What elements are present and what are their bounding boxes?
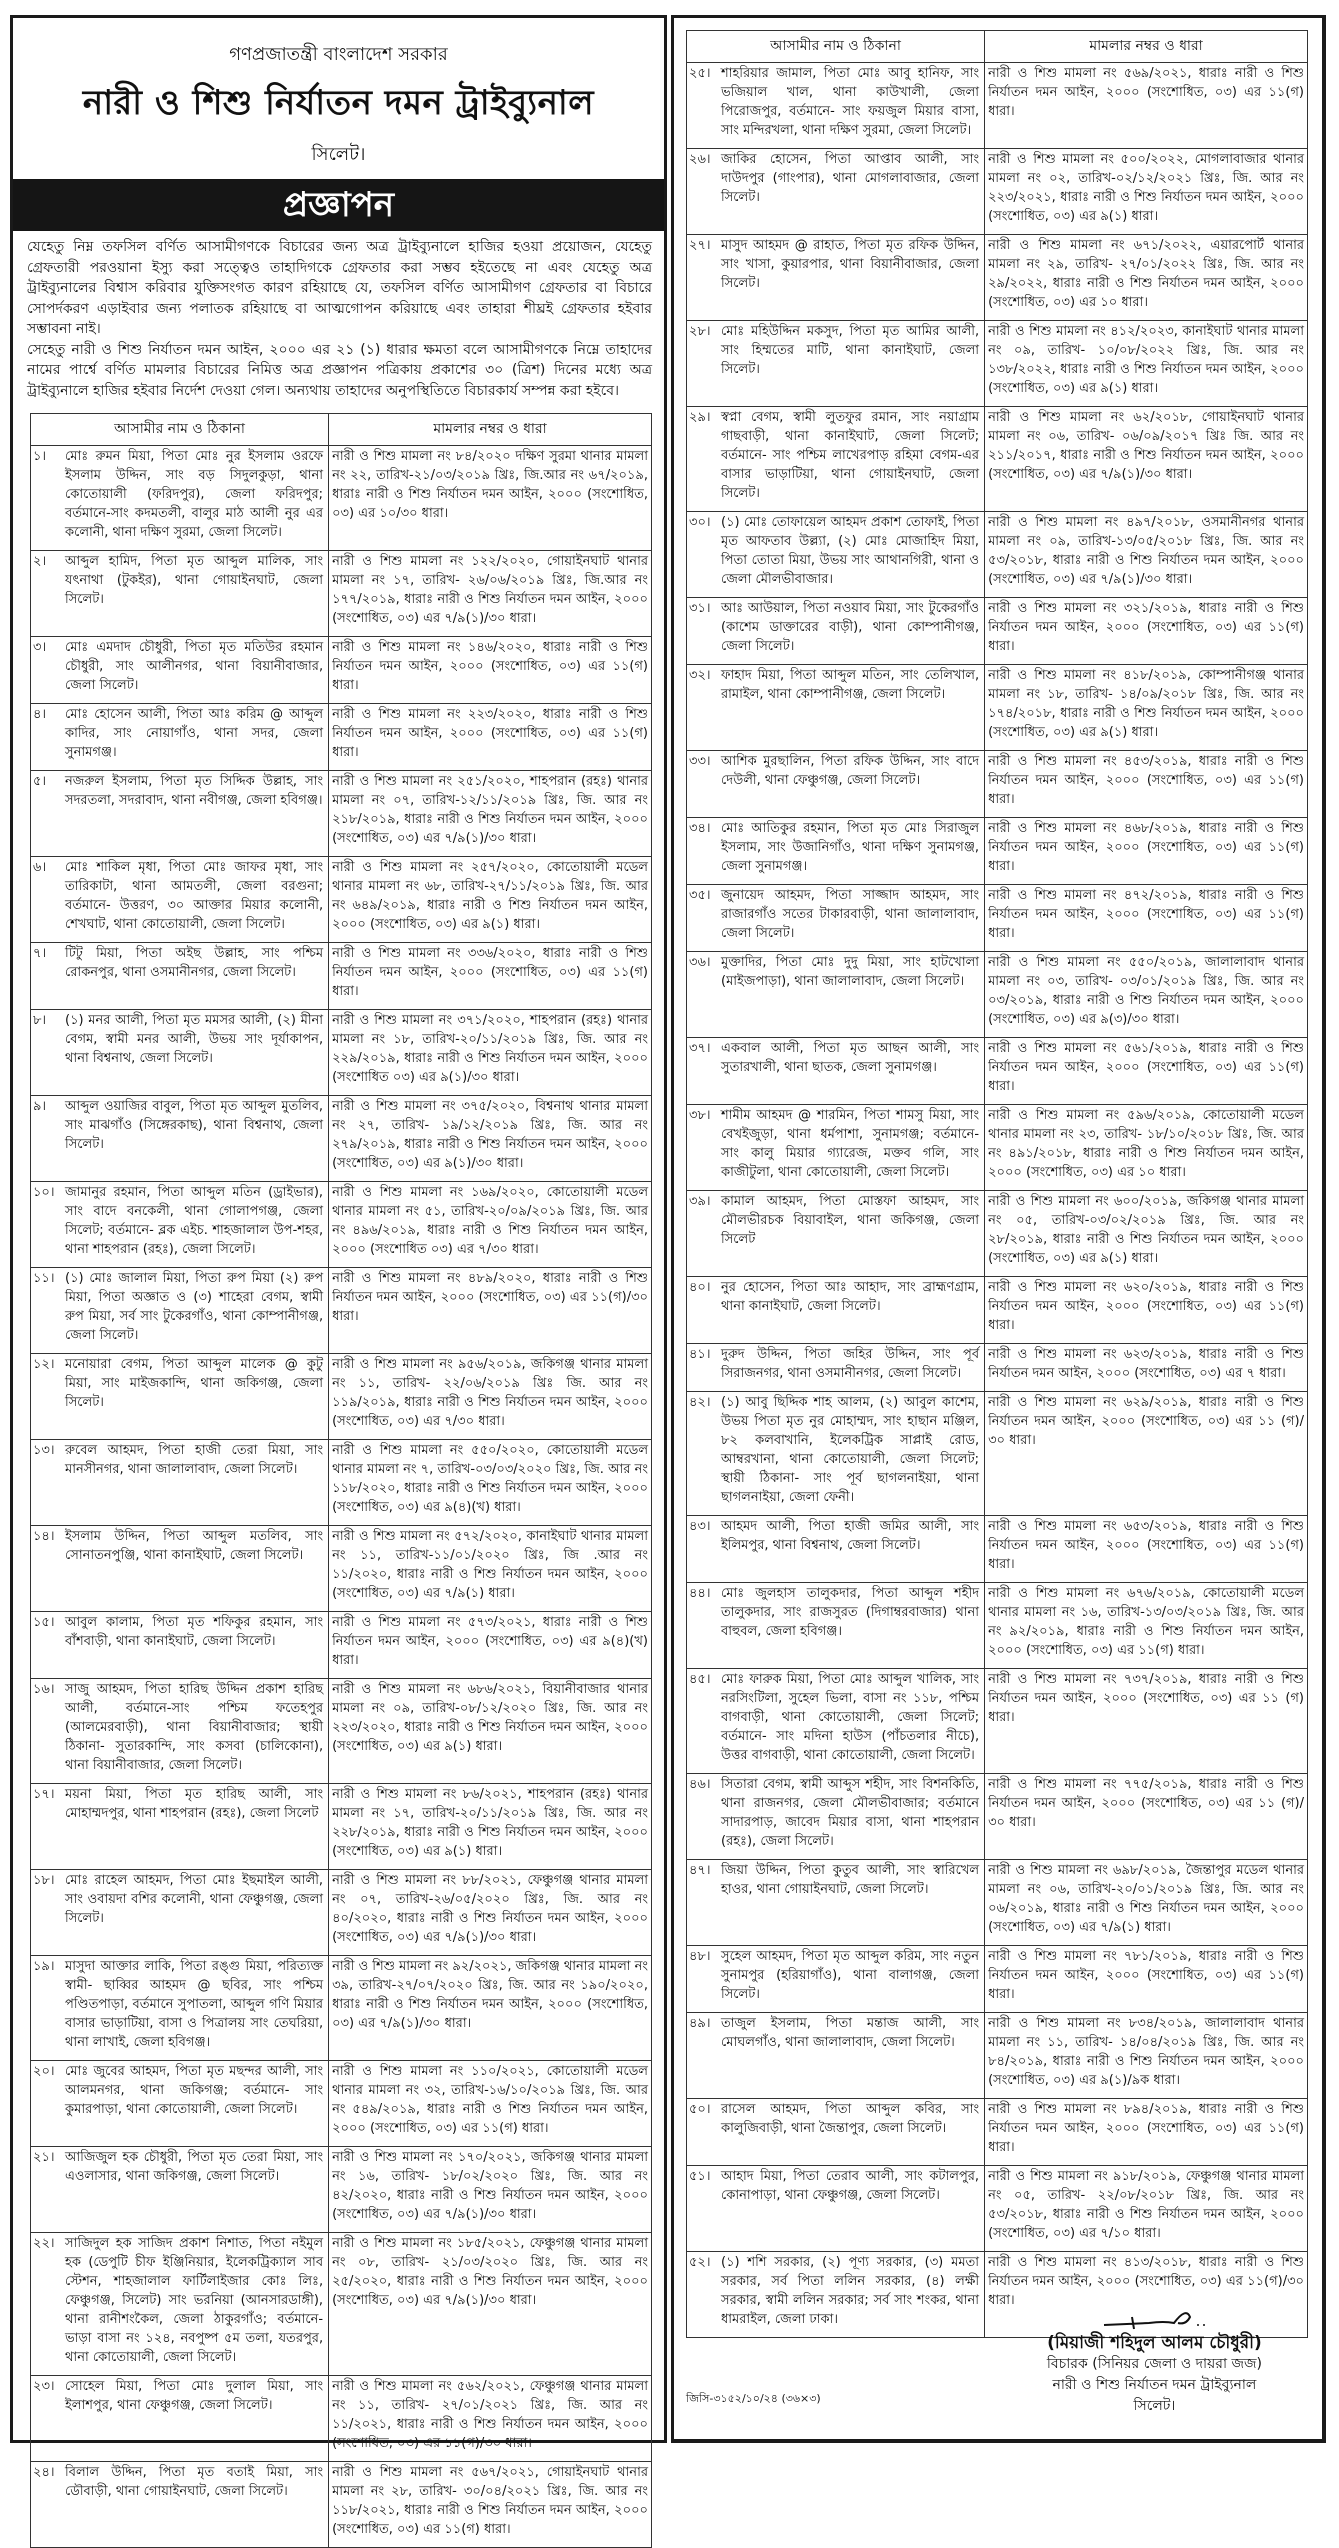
row-number: ৩৬। bbox=[689, 955, 711, 970]
case-details: নারী ও শিশু মামলা নং ৩৩৬/২০২০, ধারাঃ নারী ও শিশু নির্যাতন দমন আইন, ২০০০ (সংশোধিত, ০৩) এর ১১(গ) ধারা। bbox=[329, 943, 652, 1010]
case-details: নারী ও শিশু মামলা নং ৫০০/২০২২, মোগলাবাজার থানার মামলা নং ০২, তারিখ-০২/১২/২০২১ খ্রিঃ, জি. আর নং ২২৩/২০২১, ধারাঃ নারী ও শিশু নির্যাতন দমন আইন, ২০০০ (সংশোধিত, ০৩) এর ৯(১) ধারা। bbox=[985, 149, 1308, 235]
table-row bbox=[687, 235, 1308, 321]
accused-name-address: একবাল আলী, পিতা মৃত আছন আলী, সাং সুতারখালী, থানা ছাতক, জেলা সুনামগঞ্জ। bbox=[721, 1041, 980, 1075]
accused-cell bbox=[31, 1612, 329, 1679]
case-details: নারী ও শিশু মামলা নং ১৮৫/২০২১, ফেঞ্চুগঞ্জ থানার মামলা নং ০৮, তারিখ- ২১/০৩/২০২০ খ্রিঃ, জি. আর নং ২৫/২০২০, ধারাঃ নারী ও শিশু নির্যাতন দমন আইন, ২০০০ (সংশোধিত, ০৩) এর ৭/৯(১)/৩০ ধারা। bbox=[329, 2233, 652, 2376]
case-details: নারী ও শিশু মামলা নং ৫৯৬/২০১৯, কোতোয়ালী মডেল থানার মামলা নং ২৩, তারিখ- ১৮/১০/২০১৮ খ্রিঃ, জি. আর নং ৪৯১/২০১৮, ধারাঃ নারী ও শিশু নির্যাতন দমন আইন, ২০০০ (সংশোধিত, ০৩) এর ১০ ধারা। bbox=[985, 1105, 1308, 1191]
table-header-row bbox=[31, 414, 652, 446]
accused-name-address: মোঃ মহিউদ্দিন মকসুদ, পিতা মৃত আমির আলী, সাং হিম্মতের মাটি, থানা কানাইঘাট, জেলা সিলেট। bbox=[721, 324, 980, 377]
table-row bbox=[687, 1105, 1308, 1191]
case-details: নারী ও শিশু মামলা নং ৪৯৭/২০১৮, ওসমানীনগর থানার মামলা নং ০৯, তারিখ-১৩/০৫/২০১৮ খ্রিঃ, জি. আর নং ৫৩/২০১৮, ধারাঃ নারী ও শিশু নির্যাতন দমন আইন, ২০০০ (সংশোধিত, ০৩) এর ৭/৯(১)/৩০ ধারা। bbox=[985, 512, 1308, 598]
accused-name-address: জুনায়েদ আহমদ, পিতা সাজ্জাদ আহমদ, সাং রাজারগাঁও সতের টাকারবাড়ী, থানা জালালাবাদ, জেলা সিলেট। bbox=[721, 888, 980, 941]
accused-cell bbox=[687, 1946, 985, 2013]
row-number: ৪০। bbox=[689, 1280, 711, 1295]
row-number: ২২। bbox=[33, 2236, 55, 2251]
accused-cell bbox=[31, 1679, 329, 1784]
case-details: নারী ও শিশু মামলা নং ৪৭২/২০১৯, ধারাঃ নারী ও শিশু নির্যাতন দমন আইন, ২০০০ (সংশোধিত, ০৩) এর ১১(গ) ধারা। bbox=[985, 885, 1308, 952]
accused-name-address: নজরুল ইসলাম, পিতা মৃত সিদ্দিক উল্লাহ, সাং সদরতলা, সদরাবাদ, থানা নবীগঞ্জ, জেলা হবিগঞ্জ। bbox=[65, 774, 324, 808]
row-number: ৮। bbox=[33, 1013, 47, 1028]
accused-name-address: সাজু আহমদ, পিতা হারিছ উদ্দিন প্রকাশ হারিছ আলী, বর্তমানে-সাং পশ্চিম ফতেহপুর (আলমেরবাড়ী), থানা বিয়ানীবাজার; স্থায়ী ঠিকানা- সুতারকান্দি, সাং কসবা (চালিকোনা), থানা বিয়ানীবাজার, জেলা সিলেট। bbox=[65, 1682, 324, 1773]
accused-cell bbox=[31, 637, 329, 704]
accused-cell bbox=[687, 149, 985, 235]
case-details: নারী ও শিশু মামলা নং ৪৮৯/২০২০, ধারাঃ নারী ও শিশু নির্যাতন দমন আইন, ২০০০ (সংশোধিত, ০৩) এর ১১(গ)/৩০ ধারা। bbox=[329, 1268, 652, 1354]
accused-cell bbox=[31, 2233, 329, 2376]
accused-cell bbox=[31, 1956, 329, 2061]
accused-name-address: (১) আবু ছিদ্দিক শাহ আলম, (২) আবুল কাশেম, উভয় পিতা মৃত নুর মোহাম্মদ, সাং হাছান মঞ্জিল, ৮২ কলবাখানি, ইলেকট্রিক সাপ্লাই রোড, আম্বরখানা, থানা কোতোয়ালী, জেলা সিলেট; স্থায়ী ঠিকানা- সাং পূর্ব ছাগলনাইয়া, থানা ছাগলনাইয়া, জেলা ফেনী। bbox=[721, 1395, 980, 1505]
accused-cell bbox=[31, 1354, 329, 1440]
table-row bbox=[31, 1612, 652, 1679]
accused-cell bbox=[687, 1774, 985, 1860]
accused-cell bbox=[687, 1038, 985, 1105]
accused-name-address: মাসুদা আক্তার লাকি, পিতা রঙ্গু মিয়া, পরিত্যক্ত স্বামী- ছাব্বির আহমদ @ ছবির, সাং পশ্চিম পণ্ডিতপাড়া, বর্তমানে সুপাতলা, আব্দুল গণি মিয়ার বাসার ভাড়াটিয়া, বাসা ও পিত্রালয় সাং তেঘরিয়া, থানা লাখাই, জেলা হবিগঞ্জ। bbox=[65, 1959, 324, 2050]
accused-cell bbox=[687, 63, 985, 149]
case-details: নারী ও শিশু মামলা নং ৪৫৩/২০১৯, ধারাঃ নারী ও শিশু নির্যাতন দমন আইন, ২০০০ (সংশোধিত, ০৩) এর ১১(গ) ধারা। bbox=[985, 751, 1308, 818]
accused-cell bbox=[31, 2376, 329, 2462]
case-details: নারী ও শিশু মামলা নং ১২২/২০২০, গোয়াইনঘাট থানার মামলা নং ১৭, তারিখ- ২৬/০৬/২০১৯ খ্রিঃ, জি.আর নং ১৭৭/২০১৯, ধারাঃ নারী ও শিশু নির্যাতন দমন আইন, ২০০০ (সংশোধিত, ০৩) এর ৭/৯(১)/৩০ ধারা। bbox=[329, 551, 652, 637]
row-number: ১৭। bbox=[33, 1787, 55, 1802]
signature-scribble bbox=[1047, 2299, 1262, 2333]
case-details: নারী ও শিশু মামলা নং ৫৬২/২০২১, ফেঞ্চুগঞ্জ থানার মামলা নং ১১, তারিখ- ২৭/০১/২০২১ খ্রিঃ, জি. আর নং ১১/২০২১, ধারাঃ নারী ও শিশু নির্যাতন দমন আইন, ২০০০ (সংশোধিত, ০৩) এর ১১(গ)/৩০ ধারা। bbox=[329, 2376, 652, 2462]
accused-name-address: মোঃ এমদাদ চৌধুরী, পিতা মৃত মতিউর রহমান চৌধুরী, সাং আলীনগর, থানা বিয়ানীবাজার, জেলা সিলেট। bbox=[65, 640, 324, 693]
notice-left-column bbox=[10, 15, 667, 2537]
row-number: ৩৮। bbox=[689, 1108, 711, 1123]
accused-cell bbox=[31, 446, 329, 551]
accused-name-address: বিলাল উদ্দিন, পিতা মৃত বতাই মিয়া, সাং ডৌবাড়ী, থানা গোয়াইনঘাট, জেলা সিলেট। bbox=[65, 2465, 324, 2499]
accused-name-address: (১) মোঃ জালাল মিয়া, পিতা রুপ মিয়া (২) রুপ মিয়া, পিতা অজ্ঞাত ও (৩) শাহেরা বেগম, স্বামী রুপ মিয়া, সর্ব সাং টুকেরগাঁও, থানা কোম্পানীগঞ্জ, জেলা সিলেট। bbox=[65, 1271, 324, 1343]
table-row bbox=[687, 598, 1308, 665]
accused-name-address: ফাহাদ মিয়া, পিতা আব্দুল মতিন, সাং তেলিখাল, রামাইল, থানা কোম্পানীগঞ্জ, জেলা সিলেট। bbox=[721, 668, 980, 702]
row-number: ২৬। bbox=[689, 152, 711, 167]
signature-block bbox=[1047, 2299, 1262, 2417]
accused-name-address: শাহরিয়ার জামাল, পিতা মোঃ আবু হানিফ, সাং ভজিয়াল খাল, থানা কাউখালী, জেলা পিরোজপুর, বর্তমানে- সাং ফয়জুল মিয়ার বাসা, সাং মন্দিরখলা, থানা দক্ষিণ সুরমা, জেলা সিলেট। bbox=[721, 66, 980, 138]
accused-cell bbox=[687, 1277, 985, 1344]
accused-name-address: আব্দুল হামিদ, পিতা মৃত আব্দুল মালিক, সাং যৎনাথা (টুকইর), থানা গোয়াইনঘাট, জেলা সিলেট। bbox=[65, 554, 324, 607]
accused-name-address: সাজিদুল হক সাজিদ প্রকাশ নিশাত, পিতা নইমুল হক (ডেপুটি চীফ ইঞ্জিনিয়ার, ইলেকট্রিক্যাল সাব স্টেশন, শাহজালাল ফার্টিলাইজার কোঃ লিঃ, ফেঞ্চুগঞ্জ, সিলেট) সাং ভরনিয়া (আনসারডাঙ্গী), থানা রানীশংকৈল, জেলা ঠাকুরগাঁও; বর্তমানে- ভাড়া বাসা নং ১২৪, নবপুষ্প ৫ম তলা, যতরপুর, থানা কোতোয়ালী, জেলা সিলেট। bbox=[65, 2236, 324, 2365]
table-row bbox=[31, 1268, 652, 1354]
case-details: নারী ও শিশু মামলা নং ৮৬/২০২১, শাহপরান (রহঃ) থানার মামলা নং ১৭, তারিখ-২০/১১/২০১৯ খ্রিঃ, জি. আর নং ২২৮/২০১৯, ধারাঃ নারী ও শিশু নির্যাতন দমন আইন, ২০০০ (সংশোধিত, ০৩) এর ৯(১) ধারা। bbox=[329, 1784, 652, 1870]
table-row bbox=[31, 2376, 652, 2462]
table-row bbox=[31, 1956, 652, 2061]
accused-cell bbox=[687, 2013, 985, 2099]
case-details: নারী ও শিশু মামলা নং ৬৮৬/২০২১, বিয়ানীবাজার থানার মামলা নং ০৯, তারিখ-০৮/১২/২০২০ খ্রিঃ, জি. আর নং ২২৩/২০২০, ধারাঃ নারী ও শিশু নির্যাতন দমন আইন, ২০০০ (সংশোধিত, ০৩) এর ৯(১) ধারা। bbox=[329, 1679, 652, 1784]
case-details: নারী ও শিশু মামলা নং ৭৮১/২০১৯, ধারাঃ নারী ও শিশু নির্যাতন দমন আইন, ২০০০ (সংশোধিত, ০৩) এর ১১(গ) ধারা। bbox=[985, 1946, 1308, 2013]
row-number: ৩০। bbox=[689, 515, 711, 530]
column-header-case: মামলার নম্বর ও ধারা bbox=[329, 414, 652, 446]
case-details: নারী ও শিশু মামলা নং ৫৬৭/২০২১, গোয়াইনঘাট থানার মামলা নং ২৮, তারিখ- ৩০/০৪/২০২১ খ্রিঃ, জি. আর নং ১১৮/২০২১, ধারাঃ নারী ও শিশু নির্যাতন দমন আইন, ২০০০ (সংশোধিত, ০৩) এর ১১(গ) ধারা। bbox=[329, 2462, 652, 2548]
row-number: ৪২। bbox=[689, 1395, 711, 1410]
accused-cell bbox=[31, 857, 329, 943]
column-header-name: আসামীর নাম ও ঠিকানা bbox=[687, 31, 985, 63]
case-details: নারী ও শিশু মামলা নং ১১০/২০২১, কোতোয়ালী মডেল থানার মামলা নং ৩২, তারিখ-১৬/১০/২০১৯ খ্রিঃ, জি. আর নং ৫৪৯/২০১৯, ধারাঃ নারী ও শিশু নির্যাতন দমন আইন, ২০০০ (সংশোধিত, ০৩) এর ১১(গ) ধারা। bbox=[329, 2061, 652, 2147]
case-details: নারী ও শিশু মামলা নং ৮৪/২০২০ দক্ষিণ সুরমা থানার মামলা নং ২২, তারিখ-২১/০৩/২০১৯ খ্রিঃ, জি.আর নং ৬৭/২০১৯, ধারাঃ নারী ও শিশু নির্যাতন দমন আইন, ২০০০ (সংশোধিত, ০৩) এর ১০/৩০ ধারা। bbox=[329, 446, 652, 551]
notice-header bbox=[13, 40, 664, 179]
row-number: ৩৫। bbox=[689, 888, 711, 903]
case-details: নারী ও শিশু মামলা নং ৫৫০/২০২০, কোতোয়ালী মডেল থানার মামলা নং ৭, তারিখ-০৩/০৩/২০২০ খ্রিঃ, জি. আর নং ১১৮/২০২০, ধারাঃ নারী ও শিশু নির্যাতন দমন আইন, ২০০০ (সংশোধিত, ০৩) এর ৯(৪)(খ) ধারা। bbox=[329, 1440, 652, 1526]
accused-cell bbox=[687, 1191, 985, 1277]
row-number: ৩৩। bbox=[689, 754, 711, 769]
tribunal-title: নারী ও শিশু নির্যাতন দমন ট্রাইব্যুনাল bbox=[82, 83, 595, 123]
table-row bbox=[687, 1344, 1308, 1392]
case-details: নারী ও শিশু মামলা নং ২৫১/২০২০, শাহপরান (রহঃ) থানার মামলা নং ০৭, তারিখ-১২/১১/২০১৯ খ্রিঃ, জি. আর নং ২১৮/২০১৯, ধারাঃ নারী ও শিশু নির্যাতন দমন আইন, ২০০০ (সংশোধিত, ০৩) এর ৭/৯(১)/৩০ ধারা। bbox=[329, 771, 652, 857]
accused-name-address: আজিজুল হক চৌধুরী, পিতা মৃত তেরা মিয়া, সাং এওলাসার, থানা জকিগঞ্জ, জেলা সিলেট। bbox=[65, 2150, 324, 2184]
case-details: নারী ও শিশু মামলা নং ৬৭৬/২০১৯, কোতোয়ালী মডেল থানার মামলা নং ১৬, তারিখ-১৩/০৩/২০১৯ খ্রিঃ, জি. আর নং ৯২/২০১৯, ধারাঃ নারী ও শিশু নির্যাতন দমন আইন, ২০০০ (সংশোধিত, ০৩) এর ১১(গ) ধারা। bbox=[985, 1583, 1308, 1669]
accused-cell bbox=[687, 2252, 985, 2338]
case-details: নারী ও শিশু মামলা নং ৬২৯/২০১৯, ধারাঃ নারী ও শিশু নির্যাতন দমন আইন, ২০০০ (সংশোধিত, ০৩) এর ১১ (গ)/৩০ ধারা। bbox=[985, 1392, 1308, 1516]
case-details: নারী ও শিশু মামলা নং ১৭০/২০২১, জকিগঞ্জ থানার মামলা নং ১৬, তারিখ- ১৮/০২/২০২০ খ্রিঃ, জি. আর নং ৪২/২০২০, ধারাঃ নারী ও শিশু নির্যাতন দমন আইন, ২০০০ (সংশোধিত, ০৩) এর ৭/৯(১)/৩০ ধারা। bbox=[329, 2147, 652, 2233]
row-number: ১৬। bbox=[33, 1682, 55, 1697]
case-details: নারী ও শিশু মামলা নং ৬২/২০১৮, গোয়াইনঘাট থানার মামলা নং ০৬, তারিখ- ০৬/০৯/২০১৭ খ্রিঃ জি. আর নং ২১১/২০১৭, ধারাঃ নারী ও শিশু নির্যাতন দমন আইন, ২০০০ (সংশোধিত, ০৩) এর ৭/৯(১)/৩০ ধারা। bbox=[985, 407, 1308, 512]
table-row bbox=[687, 1774, 1308, 1860]
table-row bbox=[687, 2166, 1308, 2252]
table-row bbox=[31, 1096, 652, 1182]
signatory-name: (মিয়াজী শহিদুল আলম চৌধুরী) bbox=[1047, 2333, 1262, 2353]
table-row bbox=[31, 1526, 652, 1612]
row-number: ১। bbox=[33, 449, 47, 464]
row-number: ৪৯। bbox=[689, 2016, 711, 2031]
row-number: ১০। bbox=[33, 1185, 55, 1200]
accused-cell bbox=[687, 1516, 985, 1583]
table-row bbox=[31, 1440, 652, 1526]
case-details: নারী ও শিশু মামলা নং ৬০০/২০১৯, জকিগঞ্জ থানার মামলা নং ০৫, তারিখ-০৩/০২/২০১৯ খ্রিঃ, জি. আর নং ২৮/২০১৯, ধারাঃ নারী ও শিশু নির্যাতন দমন আইন, ২০০০ (সংশোধিত, ০৩) এর ৯(১) ধারা। bbox=[985, 1191, 1308, 1277]
row-number: ২৮। bbox=[689, 324, 711, 339]
case-details: নারী ও শিশু মামলা নং ১৬৯/২০২০, কোতোয়ালী মডেল থানার মামলা নং ৫১, তারিখ-২০/০৯/২০১৯ খ্রিঃ, জি. আর নং ৪৯৬/২০১৯, ধারাঃ নারী ও শিশু নির্যাতন দমন আইন, ২০০০ (সংশোধিত ০৩) এর ৭/৩০ ধারা। bbox=[329, 1182, 652, 1268]
row-number: ১৫। bbox=[33, 1615, 55, 1630]
table-row bbox=[31, 446, 652, 551]
accused-cell bbox=[31, 1182, 329, 1268]
case-details: নারী ও শিশু মামলা নং ৮৯৪/২০১৯, ধারাঃ নারী ও শিশু নির্যাতন দমন আইন, ২০০০ (সংশোধিত, ০৩) এর ১১(গ) ধারা। bbox=[985, 2099, 1308, 2166]
column-header-name: আসামীর নাম ও ঠিকানা bbox=[31, 414, 329, 446]
accused-name-address: আহমদ আলী, পিতা হাজী জমির আলী, সাং ইলিমপুর, থানা বিশ্বনাথ, জেলা সিলেট। bbox=[721, 1519, 980, 1553]
accused-cell bbox=[687, 1392, 985, 1516]
row-number: ৪৮। bbox=[689, 1949, 711, 1964]
table-row bbox=[687, 512, 1308, 598]
accused-cell bbox=[31, 943, 329, 1010]
signatory-office: নারী ও শিশু নির্যাতন দমন ট্রাইব্যুনাল bbox=[1052, 2377, 1257, 2393]
table-row bbox=[687, 665, 1308, 751]
case-details: নারী ও শিশু মামলা নং ৮৩৪/২০১৯, জালালাবাদ থানার মামলা নং ১১, তারিখ- ১৪/০৪/২০১৯ খ্রিঃ, জি. আর নং ৮৪/২০১৯, ধারাঃ নারী ও শিশু নির্যাতন দমন আইন, ২০০০ (সংশোধিত, ০৩) এর ৯(১)/৯ক ধারা। bbox=[985, 2013, 1308, 2099]
accused-name-address: আঃ আউয়াল, পিতা নওয়াব মিয়া, সাং টুকেরগাঁও (কাশেম ডাক্তারের বাড়ী), থানা কোম্পানীগঞ্জ, জেলা সিলেট। bbox=[721, 601, 980, 654]
accused-cell bbox=[31, 1784, 329, 1870]
accused-cell bbox=[31, 2061, 329, 2147]
table-row bbox=[31, 2462, 652, 2548]
accused-table-part-1 bbox=[30, 413, 652, 2548]
case-details: নারী ও শিশু মামলা নং ৮৮/২০২১, ফেঞ্চুগঞ্জ থানার মামলা নং ০৭, তারিখ-২৬/০৫/২০২০ খ্রিঃ, জি. আর নং ৪০/২০২০, ধারাঃ নারী ও শিশু নির্যাতন দমন আইন, ২০০০ (সংশোধিত, ০৩) এর ৭/৯(১)/৩০ ধারা। bbox=[329, 1870, 652, 1956]
case-details: নারী ও শিশু মামলা নং ৬৫৩/২০১৯, ধারাঃ নারী ও শিশু নির্যাতন দমন আইন, ২০০০ (সংশোধিত, ০৩) এর ১১(গ) ধারা। bbox=[985, 1516, 1308, 1583]
accused-cell bbox=[31, 2147, 329, 2233]
row-number: ৪৪। bbox=[689, 1586, 711, 1601]
accused-name-address: (১) মোঃ তোফায়েল আহমদ প্রকাশ তোফাই, পিতা মৃত আফতাব উল্ল্যা, (২) মোঃ মোজাহিদ মিয়া, পিতা তোতা মিয়া, উভয় সাং আথানগিরী, থানা ও জেলা মৌলভীবাজার। bbox=[721, 515, 980, 587]
table-row bbox=[31, 771, 652, 857]
row-number: ২৭। bbox=[689, 238, 711, 253]
case-details: নারী ও শিশু মামলা নং ৫৬৯/২০২১, ধারাঃ নারী ও শিশু নির্যাতন দমন আইন, ২০০০ (সংশোধিত, ০৩) এর ১১(গ) ধারা। bbox=[985, 63, 1308, 149]
accused-cell bbox=[687, 407, 985, 512]
accused-name-address: রুবেল আহমদ, পিতা হাজী তেরা মিয়া, সাং মানসীনগর, থানা জালালাবাদ, জেলা সিলেট। bbox=[65, 1443, 324, 1477]
table-row bbox=[31, 1182, 652, 1268]
case-details: নারী ও শিশু মামলা নং ৬৭১/২০২২, এয়ারপোর্ট থানার মামলা নং ২৯, তারিখ- ২৭/০১/২০২২ খ্রিঃ, জি. আর নং ২৯/২০২২, ধারাঃ নারী ও শিশু নির্যাতন দমন আইন, ২০০০ (সংশোধিত, ০৩) এর ১০ ধারা। bbox=[985, 235, 1308, 321]
accused-cell bbox=[687, 512, 985, 598]
accused-name-address: আশিক মুরছালিন, পিতা রফিক উদ্দিন, সাং বাদে দেউলী, থানা ফেঞ্চুগঞ্জ, জেলা সিলেট। bbox=[721, 754, 980, 788]
accused-name-address: (১) মনর আলী, পিতা মৃত মমসর আলী, (২) মীনা বেগম, স্বামী মনর আলী, উভয় সাং দূর্যাকাপন, থানা বিশ্বনাথ, জেলা সিলেট। bbox=[65, 1013, 324, 1066]
notice-right-column bbox=[671, 15, 1326, 2443]
row-number: ৪৩। bbox=[689, 1519, 711, 1534]
row-number: ৪৫। bbox=[689, 1672, 711, 1687]
accused-cell bbox=[687, 1344, 985, 1392]
row-number: ৪৬। bbox=[689, 1777, 711, 1792]
accused-name-address: শামীম আহমদ @ শারমিন, পিতা শামসু মিয়া, সাং বেখইজুড়া, থানা ধর্মপাশা, সুনামগঞ্জ; বর্তমানে- সাং কালু মিয়ার গ্যারেজ, মক্তব গলি, সাং কাজীটুলা, থানা কোতোয়ালী, জেলা সিলেট। bbox=[721, 1108, 980, 1180]
table-row bbox=[31, 1784, 652, 1870]
accused-name-address: মোঃ জুলহাস তালুকদার, পিতা আব্দুল শহীদ তালুকদার, সাং রাজসুরত (দিগাম্বরবাজার) থানা বাহুবল, জেলা হবিগঞ্জ। bbox=[721, 1586, 980, 1639]
table-row bbox=[687, 1516, 1308, 1583]
table-row bbox=[31, 2147, 652, 2233]
table-row bbox=[687, 149, 1308, 235]
row-number: ৫। bbox=[33, 774, 47, 789]
row-number: ৫১। bbox=[689, 2169, 711, 2184]
table-row bbox=[31, 704, 652, 771]
case-details: নারী ও শিশু মামলা নং ৫৬১/২০১৯, ধারাঃ নারী ও শিশু নির্যাতন দমন আইন, ২০০০ (সংশোধিত, ০৩) এর ১১(গ) ধারা। bbox=[985, 1038, 1308, 1105]
accused-cell bbox=[31, 1096, 329, 1182]
signatory-designation: বিচারক (সিনিয়র জেলা ও দায়রা জজ) bbox=[1046, 2356, 1262, 2372]
table-row bbox=[687, 751, 1308, 818]
case-details: নারী ও শিশু মামলা নং ১৪৬/২০২০, ধারাঃ নারী ও শিশু নির্যাতন দমন আইন, ২০০০ (সংশোধিত, ০৩) এর ১১(গ) ধারা। bbox=[329, 637, 652, 704]
intro-paragraph-2: সেহেতু নারী ও শিশু নির্যাতন দমন আইন, ২০০০ এর ২১ (১) ধারার ক্ষমতা বলে আসামীগণকে নিম্নে তাহাদের নামের পার্শ্বে বর্ণিত মামলার বিচারের নিমিত্ত অত্র প্রজ্ঞাপন পত্রিকায় প্রকাশের ৩০ (ত্রিশ) দিনের মধ্যে অত্র ট্রাইব্যুনালে হাজির হইবার নির্দেশ দেওয়া গেল। অন্যথায় তাহাদের অনুপস্থিতিতে বিচারকার্য সম্পন্ন করা হইবে। bbox=[27, 341, 652, 399]
accused-cell bbox=[687, 321, 985, 407]
accused-name-address: মোঃ জুবের আহমদ, পিতা মৃত মছন্দর আলী, সাং আলমনগর, থানা জকিগঞ্জ; বর্তমানে- সাং কুমারপাড়া, থানা কোতোয়ালী, জেলা সিলেট। bbox=[65, 2064, 324, 2117]
accused-name-address: মোঃ রুমন মিয়া, পিতা মোঃ নুর ইসলাম ওরফে ইসলাম উদ্দিন, সাং বড় সিদুলকুড়া, থানা কোতোয়ালী (ফরিদপুর), জেলা ফরিদপুর; বর্তমানে-সাং কদমতলী, বালুর মাঠ আলী নুর এর কলোনী, থানা দক্ষিণ সুরমা, জেলা সিলেট। bbox=[65, 449, 324, 540]
accused-cell bbox=[687, 952, 985, 1038]
case-details: নারী ও শিশু মামলা নং ৬২৩/২০১৯, ধারাঃ নারী ও শিশু নির্যাতন দমন আইন, ২০০০ (সংশোধিত, ০৩) এর ৭ ধারা। bbox=[985, 1344, 1308, 1392]
row-number: ৯। bbox=[33, 1099, 47, 1114]
accused-name-address: জামানুর রহমান, পিতা আব্দুল মতিন (ড্রাইভার), সাং বাদে বনকেলী, থানা গোলাপগঞ্জ, জেলা সিলেট; বর্তমানে- ব্লক এইচ. শাহজালাল উপ-শহর, থানা শাহপরান (রহঃ), জেলা সিলেট। bbox=[65, 1185, 324, 1257]
case-details: নারী ও শিশু মামলা নং ৪৬৮/২০১৯, ধারাঃ নারী ও শিশু নির্যাতন দমন আইন, ২০০০ (সংশোধিত, ০৩) এর ১১(গ) ধারা। bbox=[985, 818, 1308, 885]
accused-cell bbox=[687, 598, 985, 665]
accused-cell bbox=[31, 2462, 329, 2548]
accused-name-address: আহাদ মিয়া, পিতা তেরাব আলী, সাং কটালপুর, কোনাপাড়া, থানা ফেঞ্চুগঞ্জ, জেলা সিলেট। bbox=[721, 2169, 980, 2203]
accused-cell bbox=[31, 771, 329, 857]
accused-name-address: সুহেল আহমদ, পিতা মৃত আব্দুল করিম, সাং নতুন সুনামপুর (হরিয়াগাঁও), থানা বালাগঞ্জ, জেলা সিলেট। bbox=[721, 1949, 980, 2002]
accused-name-address: তাজুল ইসলাম, পিতা মন্তাজ আলী, সাং মোঘলগাঁও, থানা জালালাবাদ, জেলা সিলেট। bbox=[721, 2016, 980, 2050]
accused-cell bbox=[687, 665, 985, 751]
accused-cell bbox=[687, 1860, 985, 1946]
accused-cell bbox=[31, 1870, 329, 1956]
accused-cell bbox=[687, 2166, 985, 2252]
reference-code: জিসি-৩১৫২/১০/২৪ (৩৬×৩) bbox=[686, 2392, 821, 2405]
table-row bbox=[687, 321, 1308, 407]
accused-name-address: আবুল কালাম, পিতা মৃত শফিকুর রহমান, সাং বাঁশবাড়ী, থানা কানাইঘাট, জেলা সিলেট। bbox=[65, 1615, 324, 1649]
accused-name-address: জিয়া উদ্দিন, পিতা কুতুব আলী, সাং স্বারিখেল হাওর, থানা গোয়াইনঘাট, জেলা সিলেট। bbox=[721, 1863, 980, 1897]
row-number: ৪। bbox=[33, 707, 47, 722]
accused-name-address: কামাল আহমদ, পিতা মোস্তফা আহমদ, সাং মৌলভীরচক বিয়াবাইল, থানা জকিগঞ্জ, জেলা সিলেট bbox=[721, 1194, 980, 1247]
table-row bbox=[687, 1583, 1308, 1669]
case-details: নারী ও শিশু মামলা নং ২৫৭/২০২০, কোতোয়ালী মডেল থানার মামলা নং ৬৮, তারিখ-২৭/১১/২০১৯ খ্রিঃ, জি. আর নং ৬৪৯/২০১৯, ধারাঃ নারী ও শিশু নির্যাতন দমন আইন, ২০০০ (সংশোধিত, ০৩) এর ৯(১) ধারা। bbox=[329, 857, 652, 943]
case-details: নারী ও শিশু মামলা নং ৪১২/২০২৩, কানাইঘাট থানার মামলা নং ০৯, তারিখ- ১০/০৮/২০২২ খ্রিঃ, জি. আর নং ১৩৮/২০২২, ধারাঃ নারী ও শিশু নির্যাতন দমন আইন, ২০০০ (সংশোধিত, ০৩) এর ৯(১) ধারা। bbox=[985, 321, 1308, 407]
table-row bbox=[31, 2233, 652, 2376]
case-details: নারী ও শিশু মামলা নং ৪১৮/২০১৯, কোম্পানীগঞ্জ থানার মামলা নং ১৮, তারিখ- ১৪/০৯/২০১৮ খ্রিঃ, জি. আর নং ১৭৪/২০১৮, ধারাঃ নারী ও শিশু নির্যাতন দমন আইন, ২০০০ (সংশোধিত, ০৩) এর ৯(১) ধারা। bbox=[985, 665, 1308, 751]
table-row bbox=[687, 818, 1308, 885]
row-number: ১২। bbox=[33, 1357, 55, 1372]
row-number: ৩২। bbox=[689, 668, 711, 683]
accused-name-address: সিতারা বেগম, স্বামী আব্দুস শহীদ, সাং বিশনকিতি, থানা রাজনগর, জেলা মৌলভীবাজার; বর্তমানে সাদারপাড়, জাবেদ মিয়ার বাসা, থানা শাহপরান (রহঃ), জেলা সিলেট। bbox=[721, 1777, 980, 1849]
accused-name-address: ময়না মিয়া, পিতা মৃত হারিছ আলী, সাং মোহাম্মদপুর, থানা শাহপরান (রহঃ), জেলা সিলেট bbox=[65, 1787, 324, 1821]
row-number: ২১। bbox=[33, 2150, 55, 2165]
accused-name-address: মোঃ আতিকুর রহমান, পিতা মৃত মোঃ সিরাজুল ইসলাম, সাং উজানিগাঁও, থানা দক্ষিণ সুনামগঞ্জ, জেলা সুনামগঞ্জ। bbox=[721, 821, 980, 874]
row-number: ১৯। bbox=[33, 1959, 55, 1974]
table-row bbox=[687, 1191, 1308, 1277]
case-details: নারী ও শিশু মামলা নং ৬২০/২০১৯, ধারাঃ নারী ও শিশু নির্যাতন দমন আইন, ২০০০ (সংশোধিত, ০৩) এর ১১(গ) ধারা। bbox=[985, 1277, 1308, 1344]
accused-name-address: মোঃ রাহেল আহমদ, পিতা মোঃ ইছমাইল আলী, সাং ওবায়দা বশির কলোনী, থানা ফেঞ্চুগঞ্জ, জেলা সিলেট। bbox=[65, 1873, 324, 1926]
row-number: ৩। bbox=[33, 640, 47, 655]
accused-cell bbox=[31, 1440, 329, 1526]
table-row bbox=[31, 857, 652, 943]
accused-name-address: মনোয়ারা বেগম, পিতা আব্দুল মালেক @ কুটু মিয়া, সাং মাইজকান্দি, থানা জকিগঞ্জ, জেলা সিলেট। bbox=[65, 1357, 324, 1410]
row-number: ৬। bbox=[33, 860, 47, 875]
case-details: নারী ও শিশু মামলা নং ৭৩৭/২০১৯, ধারাঃ নারী ও শিশু নির্যাতন দমন আইন, ২০০০ (সংশোধিত, ০৩) এর ১১ (গ) ধারা। bbox=[985, 1669, 1308, 1774]
accused-name-address: রাসেল আহমদ, পিতা আব্দুল কবির, সাং কালুজিবাড়ী, থানা জৈন্তাপুর, জেলা সিলেট। bbox=[721, 2102, 980, 2136]
accused-cell bbox=[687, 751, 985, 818]
row-number: ২৫। bbox=[689, 66, 711, 81]
row-number: ৩৯। bbox=[689, 1194, 711, 1209]
case-details: নারী ও শিশু মামলা নং ৯২/২০২১, জকিগঞ্জ থানার মামলা নং ৩৯, তারিখ-২৭/০৭/২০২০ খ্রিঃ, জি. আর নং ১৯০/২০২০, ধারাঃ নারী ও শিশু নির্যাতন দমন আইন, ২০০০ (সংশোধিত, ০৩) এর ৭/৯(১)/৩০ ধারা। bbox=[329, 1956, 652, 2061]
government-name: গণপ্রজাতন্ত্রী বাংলাদেশ সরকার bbox=[229, 44, 448, 65]
table-header-row bbox=[687, 31, 1308, 63]
accused-cell bbox=[31, 1526, 329, 1612]
accused-cell bbox=[687, 1583, 985, 1669]
table-row bbox=[31, 1354, 652, 1440]
accused-name-address: মোঃ ফারুক মিয়া, পিতা মোঃ আব্দুল খালিক, সাং নরসিংটিলা, সুহেল ভিলা, বাসা নং ১১৮, পশ্চিম বাগবাড়ী, থানা কোতোয়ালী, জেলা সিলেট; বর্তমানে- সাং মদিনা হাউস (পাঁচতলার নীচে), উত্তর বাগবাড়ী, থানা কোতোয়ালী, জেলা সিলেট। bbox=[721, 1672, 980, 1763]
accused-name-address: স্বপ্না বেগম, স্বামী লুতফুর রমান, সাং নয়াগ্রাম গাছবাড়ী, থানা কানাইঘাট, জেলা সিলেট; বর্তমানে- সাং পশ্চিম লাখেরপাড় রহিমা বেগম-এর বাসার ভাড়াটিয়া, থানা গোয়াইনঘাট, জেলা সিলেট। bbox=[721, 410, 980, 501]
row-number: ২৩। bbox=[33, 2379, 55, 2394]
accused-name-address: ইসলাম উদ্দিন, পিতা আব্দুল মতলিব, সাং সোনাতনপুঞ্জি, থানা কানাইঘাট, জেলা সিলেট। bbox=[65, 1529, 324, 1563]
table-row bbox=[31, 551, 652, 637]
table-row bbox=[31, 943, 652, 1010]
case-details: নারী ও শিশু মামলা নং ৯১৮/২০১৯, ফেঞ্চুগঞ্জ থানার মামলা নং ০৫, তারিখ- ২২/০৮/২০১৮ খ্রিঃ, জি. আর নং ৫৩/২০১৮, ধারাঃ নারী ও শিশু নির্যাতন দমন আইন, ২০০০ (সংশোধিত, ০৩) এর ৭/১০ ধারা। bbox=[985, 2166, 1308, 2252]
accused-name-address: টিটু মিয়া, পিতা অইছ উল্লাহ, সাং পশ্চিম রোকনপুর, থানা ওসমানীনগর, জেলা সিলেট। bbox=[65, 946, 324, 980]
row-number: ৩৭। bbox=[689, 1041, 711, 1056]
table-row bbox=[31, 1010, 652, 1096]
row-number: ১৩। bbox=[33, 1443, 55, 1458]
tribunal-city: সিলেট। bbox=[311, 144, 366, 165]
case-details: নারী ও শিশু মামলা নং ২২৩/২০২০, ধারাঃ নারী ও শিশু নির্যাতন দমন আইন, ২০০০ (সংশোধিত, ০৩) এর ১১(গ) ধারা। bbox=[329, 704, 652, 771]
accused-name-address: মাসুদ আহমদ @ রাহাত, পিতা মৃত রফিক উদ্দিন, সাং খাসা, কুয়ারপার, থানা বিয়ানীবাজার, জেলা সিলেট। bbox=[721, 238, 980, 291]
row-number: ৭। bbox=[33, 946, 47, 961]
accused-name-address: মোঃ হোসেন আলী, পিতা আঃ করিম @ আব্দুল কাদির, সাং নোয়াগাঁও, থানা সদর, জেলা সুনামগঞ্জ। bbox=[65, 707, 324, 760]
table-row bbox=[687, 2013, 1308, 2099]
intro-paragraph-1: যেহেতু নিম্ন তফসিল বর্ণিত আসামীগণকে বিচারের জন্য অত্র ট্রাইব্যুনালে হাজির হওয়া প্রয়োজন, যেহেতু গ্রেফতারী পরওয়ানা ইস্যু করা সত্ত্বেও তাহাদিগকে গ্রেফতার করা সম্ভব হইতেছে না এবং যেহেতু অত্র ট্রাইব্যুনালের বিশ্বাস করিবার যুক্তিসংগত কারণ রহিয়াছে যে, তফসিল বর্ণিত আসামীগণ গ্রেফতার বা বিচারে সোপর্দকরণ এড়াইবার জন্য পলাতক রহিয়াছে বা আত্মগোপন করিয়াছে এবং তাহারা শীঘ্রই গ্রেফতার হইবার সম্ভাবনা নাই। bbox=[27, 239, 652, 337]
accused-cell bbox=[31, 1010, 329, 1096]
accused-name-address: (১) শশি সরকার, (২) পূণ্য সরকার, (৩) মমতা সরকার, সর্ব পিতা ললিন সরকার, (৪) লক্ষী সরকার, স্বামী ললিন সরকার; সর্ব সাং শংকর, থানা ধামরাইল, জেলা ঢাকা। bbox=[721, 2255, 980, 2327]
table-row bbox=[687, 63, 1308, 149]
table-row bbox=[31, 1870, 652, 1956]
accused-cell bbox=[31, 704, 329, 771]
case-details: নারী ও শিশু মামলা নং ৩৭১/২০২০, শাহপরান (রহঃ) থানার মামলা নং ১৮, তারিখ-২০/১১/২০১৯ খ্রিঃ, জি. আর নং ২২৯/২০১৯, ধারাঃ নারী ও শিশু নির্যাতন দমন আইন, ২০০০ (সংশোধিত ০৩) এর ৯(১)/৩০ ধারা। bbox=[329, 1010, 652, 1096]
table-row bbox=[31, 637, 652, 704]
case-details: নারী ও শিশু মামলা নং ৩২১/২০১৯, ধারাঃ নারী ও শিশু নির্যাতন দমন আইন, ২০০০ (সংশোধিত, ০৩) এর ১১(গ) ধারা। bbox=[985, 598, 1308, 665]
accused-cell bbox=[687, 1669, 985, 1774]
table-row bbox=[687, 407, 1308, 512]
case-details: নারী ও শিশু মামলা নং ৩৭৫/২০২০, বিশ্বনাথ থানার মামলা নং ২৭, তারিখ- ১৯/১২/২০১৯ খ্রিঃ, জি. আর নং ২৭৯/২০১৯, ধারাঃ নারী ও শিশু নির্যাতন দমন আইন, ২০০০ (সংশোধিত, ০৩) এর ৯(১)/৩০ ধারা। bbox=[329, 1096, 652, 1182]
row-number: ২০। bbox=[33, 2064, 55, 2079]
row-number: ৩১। bbox=[689, 601, 711, 616]
case-details: নারী ও শিশু মামলা নং ৪১৩/২০১৮, ধারাঃ নারী ও শিশু নির্যাতন দমন আইন, ২০০০ (সংশোধিত, ০৩) এর ১১(গ)/৩০ ধারা। bbox=[985, 2252, 1308, 2338]
table-row bbox=[687, 1669, 1308, 1774]
accused-cell bbox=[31, 551, 329, 637]
table-row bbox=[687, 1946, 1308, 2013]
table-row bbox=[687, 1860, 1308, 1946]
row-number: ৪১। bbox=[689, 1347, 711, 1362]
accused-cell bbox=[687, 1105, 985, 1191]
case-details: নারী ও শিশু মামলা নং ৫৫০/২০১৯, জালালাবাদ থানার মামলা নং ০৩, তারিখ- ০৩/০১/২০১৯ খ্রিঃ, জি. আর নং ০৩/২০১৯, ধারাঃ নারী ও শিশু নির্যাতন দমন আইন, ২০০০ (সংশোধিত, ০৩) এর ৯(৩)/৩০ ধারা। bbox=[985, 952, 1308, 1038]
accused-cell bbox=[687, 818, 985, 885]
accused-name-address: নুর হোসেন, পিতা আঃ আহাদ, সাং ব্রাহ্মণগ্রাম, থানা কানাইঘাট, জেলা সিলেট। bbox=[721, 1280, 980, 1314]
accused-name-address: আব্দুল ওয়াজির বাবুল, পিতা মৃত আব্দুল মুতলিব, সাং মাঝগাঁও (সিঙ্গেরকাছ), থানা বিশ্বনাথ, জেলা সিলেট। bbox=[65, 1099, 324, 1152]
accused-name-address: মুক্তাদির, পিতা মোঃ দুদু মিয়া, সাং হাটখোলা (মাইজপাড়া), থানা জালালাবাদ, জেলা সিলেট। bbox=[721, 955, 980, 989]
row-number: ১১। bbox=[33, 1271, 55, 1286]
accused-name-address: মোঃ শাকিল মৃধা, পিতা মোঃ জাফর মৃধা, সাং তারিকাটা, থানা আমতলী, জেলা বরগুনা; বর্তমানে- উত্তরণ, ৩০ আক্তার মিয়ার কলোনী, শেখঘাট, থানা কোতোয়ালী, জেলা সিলেট। bbox=[65, 860, 324, 932]
accused-name-address: দুরুদ উদ্দিন, পিতা জহির উদ্দিন, সাং পূর্ব সিরাজনগর, থানা ওসমানীনগর, জেলা সিলেট। bbox=[721, 1347, 980, 1381]
accused-table-part-2 bbox=[686, 30, 1308, 2338]
accused-cell bbox=[687, 885, 985, 952]
case-details: নারী ও শিশু মামলা নং ৯৫৬/২০১৯, জকিগঞ্জ থানার মামলা নং ১১, তারিখ- ২২/০৬/২০১৯ খ্রিঃ জি. আর নং ১১৯/২০১৯, ধারাঃ নারী ও শিশু নির্যাতন দমন আইন, ২০০০ (সংশোধিত, ০৩) এর ৭/৩০ ধারা। bbox=[329, 1354, 652, 1440]
signatory-city: সিলেট। bbox=[1133, 2398, 1176, 2414]
case-details: নারী ও শিশু মামলা নং ৭৭৫/২০১৯, ধারাঃ নারী ও শিশু নির্যাতন দমন আইন, ২০০০ (সংশোধিত, ০৩) এর ১১ (গ)/৩০ ধারা। bbox=[985, 1774, 1308, 1860]
table-row bbox=[687, 1038, 1308, 1105]
case-details: নারী ও শিশু মামলা নং ৬৯৮/২০১৯, জৈন্তাপুর মডেল থানার মামলা নং ০৬, তারিখ-২০/০১/২০১৯ খ্রিঃ, জি. আর নং ০৬/২০১৯, ধারাঃ নারী ও শিশু নির্যাতন দমন আইন, ২০০০ (সংশোধিত, ০৩) এর ৭/৯(১) ধারা। bbox=[985, 1860, 1308, 1946]
table-row bbox=[687, 1277, 1308, 1344]
table-row bbox=[687, 1392, 1308, 1516]
row-number: ২৯। bbox=[689, 410, 711, 425]
accused-name-address: জাকির হোসেন, পিতা আপ্তাব আলী, সাং দাউদপুর (গাংপার), থানা মোগলাবাজার, জেলা সিলেট। bbox=[721, 152, 980, 205]
row-number: ১৮। bbox=[33, 1873, 55, 1888]
row-number: ৫২। bbox=[689, 2255, 711, 2270]
case-details: নারী ও শিশু মামলা নং ৫৭৩/২০২১, ধারাঃ নারী ও শিশু নির্যাতন দমন আইন, ২০০০ (সংশোধিত, ০৩) এর ৯(৪)(খ) ধারা। bbox=[329, 1612, 652, 1679]
accused-name-address: সোহেল মিয়া, পিতা মোঃ দুলাল মিয়া, সাং ইলাশপুর, থানা ফেঞ্চুগঞ্জ, জেলা সিলেট। bbox=[65, 2379, 324, 2413]
column-header-case: মামলার নম্বর ও ধারা bbox=[985, 31, 1308, 63]
accused-cell bbox=[687, 2099, 985, 2166]
table-row bbox=[687, 2099, 1308, 2166]
table-row bbox=[687, 952, 1308, 1038]
row-number: ২। bbox=[33, 554, 47, 569]
table-row bbox=[687, 885, 1308, 952]
row-number: ২৪। bbox=[33, 2465, 55, 2480]
table-row bbox=[31, 2061, 652, 2147]
row-number: ৩৪। bbox=[689, 821, 711, 836]
accused-cell bbox=[687, 235, 985, 321]
row-number: ১৪। bbox=[33, 1529, 55, 1544]
accused-cell bbox=[31, 1268, 329, 1354]
table-row bbox=[31, 1679, 652, 1784]
row-number: ৪৭। bbox=[689, 1863, 711, 1878]
notice-banner: প্রজ্ঞাপন bbox=[13, 179, 664, 231]
row-number: ৫০। bbox=[689, 2102, 711, 2117]
case-details: নারী ও শিশু মামলা নং ৫৭২/২০২০, কানাইঘাট থানার মামলা নং ১১, তারিখ-১১/০১/২০২০ খ্রিঃ, জি .আর নং ১১/২০২০, ধারাঃ নারী ও শিশু নির্যাতন দমন আইন, ২০০০ (সংশোধিত, ০৩) এর ৭/৯(১) ধারা। bbox=[329, 1526, 652, 1612]
